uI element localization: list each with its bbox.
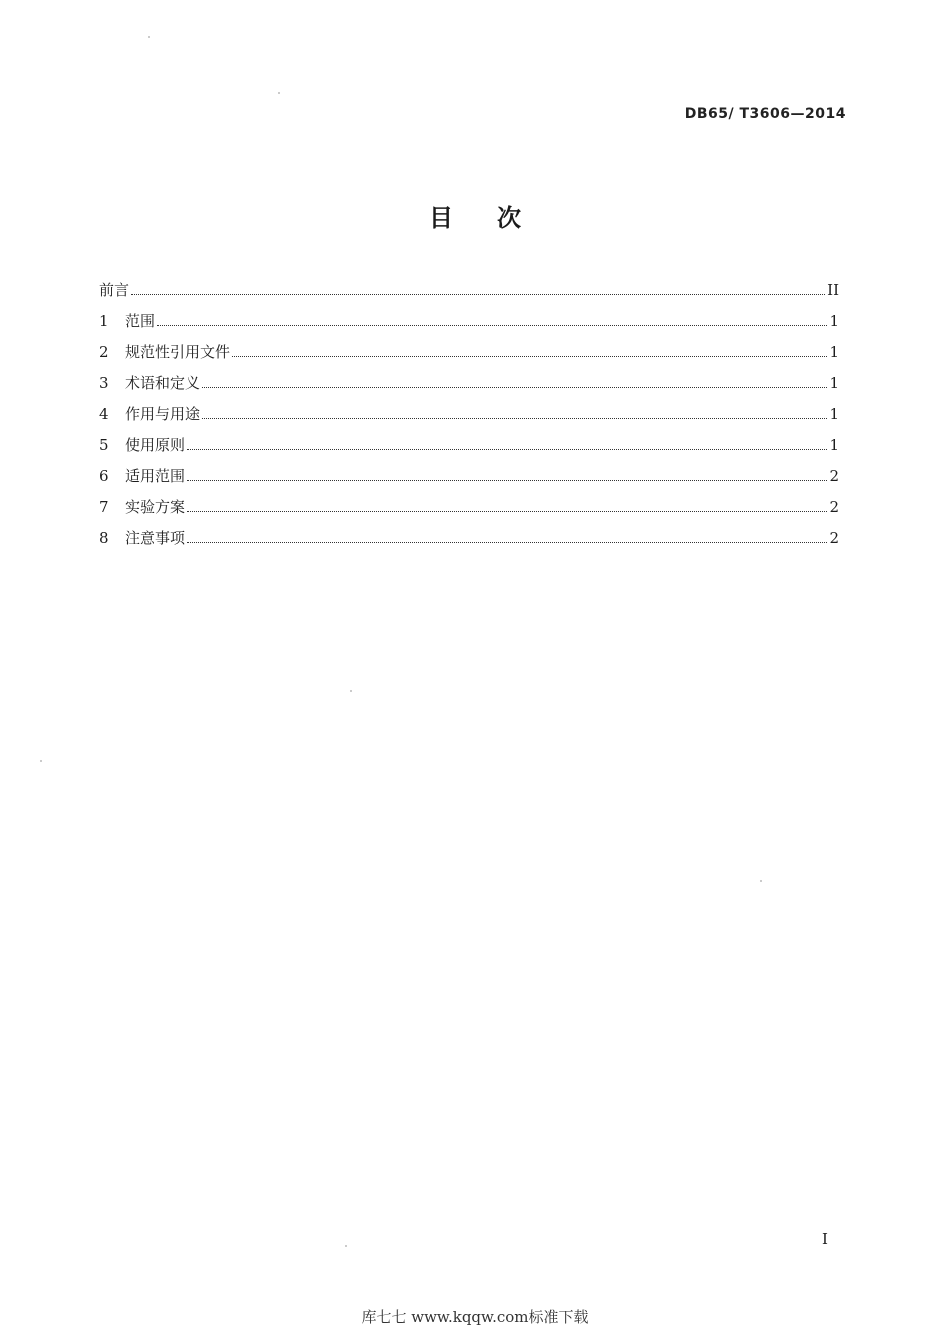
toc-leader-dots [202, 417, 827, 419]
toc-entry-label: 规范性引用文件 [125, 343, 231, 361]
scan-speck [148, 36, 150, 38]
standard-code: DB65/ T3606—2014 [684, 106, 846, 122]
toc-entry-8[interactable] [99, 527, 839, 558]
toc-leader-dots [202, 386, 827, 388]
toc-entry-page: 1 [829, 343, 839, 361]
toc-entry-page: 1 [829, 312, 839, 330]
toc-entry-label: 前言 [99, 281, 130, 299]
toc-entry-label: 术语和定义 [125, 374, 201, 392]
toc-entry-page: 1 [829, 374, 839, 392]
toc-entry-page: II [827, 281, 839, 299]
toc-entry-4[interactable] [99, 403, 839, 434]
toc-entry-page: 2 [829, 467, 839, 485]
toc-entry-6[interactable] [99, 465, 839, 496]
page-title: 目次 [429, 204, 565, 232]
toc-entry-number: 1 [99, 312, 109, 330]
toc-entry-label: 实验方案 [125, 498, 186, 516]
scan-speck [40, 760, 42, 762]
toc-entry-number: 8 [99, 529, 109, 547]
scan-speck [345, 1245, 347, 1247]
toc-entry-page: 1 [829, 405, 839, 423]
table-of-contents [99, 279, 839, 558]
toc-entry-number: 2 [99, 343, 109, 361]
scan-speck [350, 690, 352, 692]
toc-entry-number: 6 [99, 467, 109, 485]
toc-entry-number: 7 [99, 498, 109, 516]
toc-entry-number: 3 [99, 374, 109, 392]
toc-entry-page: 2 [829, 529, 839, 547]
toc-entry-page: 1 [829, 436, 839, 454]
toc-entry-page: 2 [829, 498, 839, 516]
toc-leader-dots [187, 510, 827, 512]
toc-entry-7[interactable] [99, 496, 839, 527]
toc-leader-dots [232, 355, 827, 357]
toc-entry-label: 范围 [125, 312, 156, 330]
toc-leader-dots [157, 324, 827, 326]
toc-entry-2[interactable] [99, 341, 839, 372]
toc-leader-dots [187, 479, 827, 481]
toc-leader-dots [187, 448, 827, 450]
toc-entry-5[interactable] [99, 434, 839, 465]
toc-entry-label: 注意事项 [125, 529, 186, 547]
scan-speck [760, 880, 762, 882]
toc-leader-dots [131, 293, 825, 295]
toc-entry-label: 适用范围 [125, 467, 186, 485]
scan-speck [278, 92, 280, 94]
toc-entry-3[interactable] [99, 372, 839, 403]
toc-entry-label: 使用原则 [125, 436, 186, 454]
toc-entry-number: 5 [99, 436, 109, 454]
page-number: I [822, 1230, 828, 1248]
toc-entry-1[interactable] [99, 310, 839, 341]
toc-entry-label: 作用与用途 [125, 405, 201, 423]
toc-leader-dots [187, 541, 827, 543]
footer-watermark: 库七七 www.kqqw.com标准下载 [361, 1308, 589, 1326]
toc-entry-number: 4 [99, 405, 109, 423]
toc-entry-foreword[interactable] [99, 279, 839, 310]
